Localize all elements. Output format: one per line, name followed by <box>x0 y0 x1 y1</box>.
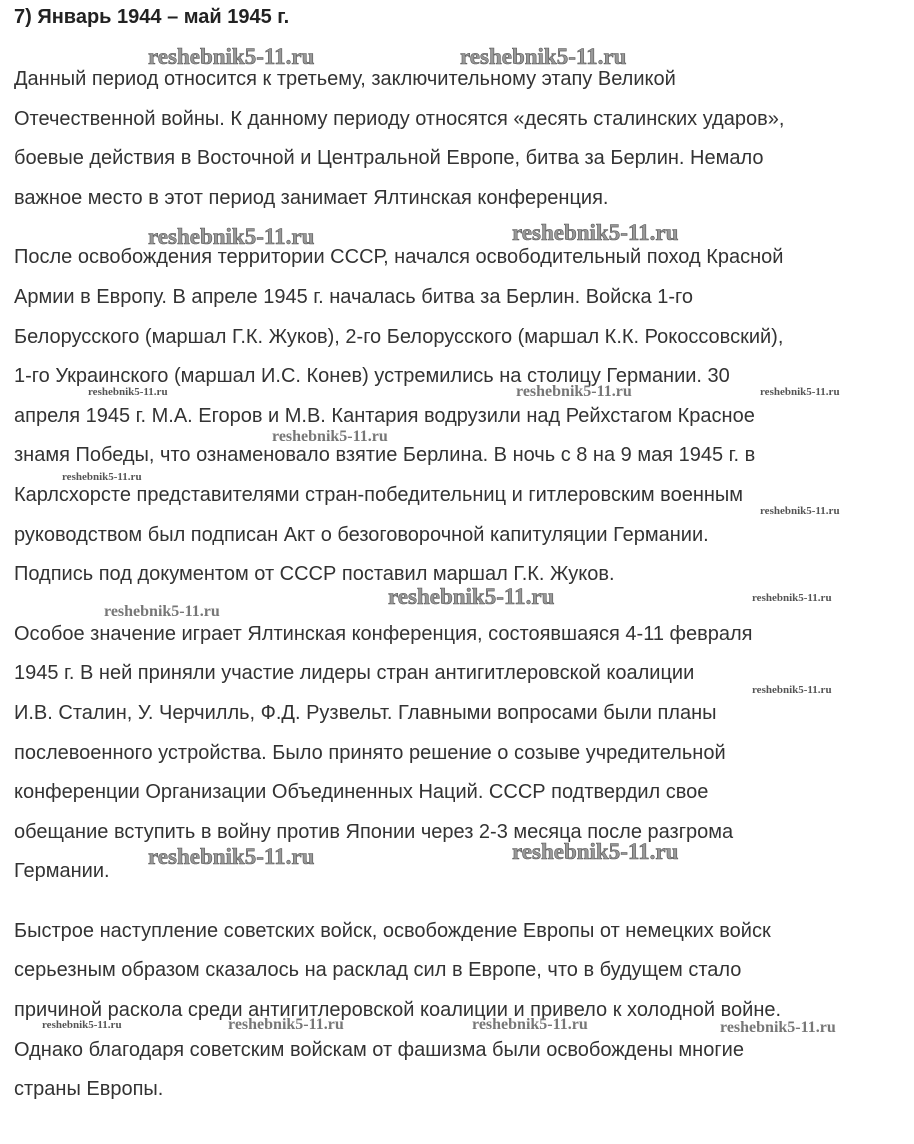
paragraph <box>14 916 914 1114</box>
watermark: reshebnik5-11.ru <box>42 1019 122 1031</box>
watermark: reshebnik5-11.ru <box>88 386 168 398</box>
text-line: руководством был подписан Акт о безоговорочной капитуляции Германии. <box>14 523 709 546</box>
paragraph <box>14 242 914 598</box>
watermark: reshebnik5-11.ru <box>388 584 555 609</box>
watermark: reshebnik5-11.ru <box>512 220 679 245</box>
text-line: конференции Организации Объединенных Наций. СССР подтвердил свое <box>14 781 709 804</box>
text-line: боевые действия в Восточной и Центральной Европе, битва за Берлин. Немало <box>14 147 764 170</box>
text-line: 1945 г. В ней приняли участие лидеры стран антигитлеровской коалиции <box>14 662 695 685</box>
text-line: Армии в Европу. В апреле 1945 г. началась битва за Берлин. Войска 1-го <box>14 285 693 308</box>
watermark: reshebnik5-11.ru <box>148 224 315 249</box>
text-line: знамя Победы, что ознаменовало взятие Берлина. В ночь с 8 на 9 мая 1945 г. в <box>14 444 756 467</box>
text-line: Однако благодаря советским войскам от фашизма были освобождены многие <box>14 1038 744 1061</box>
text-line: обещание вступить в войну против Японии через 2-3 месяца после разгрома <box>14 820 734 843</box>
text-line: Быстрое наступление советских войск, освобождение Европы от немецких войск <box>14 919 771 942</box>
watermark: reshebnik5-11.ru <box>62 471 142 483</box>
section-heading: 7) Январь 1944 – май 1945 г. <box>14 6 290 28</box>
text-line: страны Европы. <box>14 1078 164 1101</box>
text-line: Карлсхорсте представителями стран-победительниц и гитлеровским военным <box>14 483 744 506</box>
text-line: послевоенного устройства. Было принято решение о созыве учредительной <box>14 741 726 764</box>
watermark: reshebnik5-11.ru <box>148 44 315 69</box>
text-line: Данный период относится к третьему, заключительному этапу Великой <box>14 68 676 90</box>
watermark: reshebnik5-11.ru <box>516 383 632 400</box>
watermark: reshebnik5-11.ru <box>760 505 840 517</box>
text-line: И.В. Сталин, У. Черчилль, Ф.Д. Рузвельт. Главными вопросами были планы <box>14 701 717 724</box>
watermark: reshebnik5-11.ru <box>148 844 315 869</box>
watermark: reshebnik5-11.ru <box>272 428 388 445</box>
text-line: Отечественной войны. К данному периоду относятся «десять сталинских ударов», <box>14 107 785 130</box>
text-line: Белорусского (маршал Г.К. Жуков), 2-го Белорусского (маршал К.К. Рокоссовский), <box>14 325 784 348</box>
text-line: апреля 1945 г. М.А. Егоров и М.В. Кантария водрузили над Рейхстагом Красное <box>14 404 755 427</box>
watermark: reshebnik5-11.ru <box>752 592 832 604</box>
text-line: Подпись под документом от СССР поставил маршал Г.К. Жуков. <box>14 563 615 586</box>
text-line: причиной раскола среди антигитлеровской коалиции и привело к холодной войне. <box>14 999 782 1022</box>
text-line: серьезным образом сказалось на расклад сил в Европе, что в будущем стало <box>14 959 742 982</box>
watermark: reshebnik5-11.ru <box>760 386 840 398</box>
watermark: reshebnik5-11.ru <box>752 684 832 696</box>
text-line: Германии. <box>14 860 110 883</box>
paragraph <box>14 64 914 222</box>
text-line: После освобождения территории СССР, начался освободительный поход Красной <box>14 246 784 269</box>
watermark: reshebnik5-11.ru <box>512 839 679 864</box>
text-line: Особое значение играет Ялтинская конференция, состоявшаяся 4-11 февраля <box>14 622 753 645</box>
watermark: reshebnik5-11.ru <box>104 603 220 620</box>
text-line: важное место в этот период занимает Ялтинская конференция. <box>14 186 609 209</box>
watermark: reshebnik5-11.ru <box>720 1019 836 1036</box>
text-line: 1-го Украинского (маршал И.С. Конев) устремились на столицу Германии. 30 <box>14 365 730 388</box>
watermark: reshebnik5-11.ru <box>460 44 627 69</box>
watermark: reshebnik5-11.ru <box>228 1016 344 1033</box>
watermark: reshebnik5-11.ru <box>472 1016 588 1033</box>
